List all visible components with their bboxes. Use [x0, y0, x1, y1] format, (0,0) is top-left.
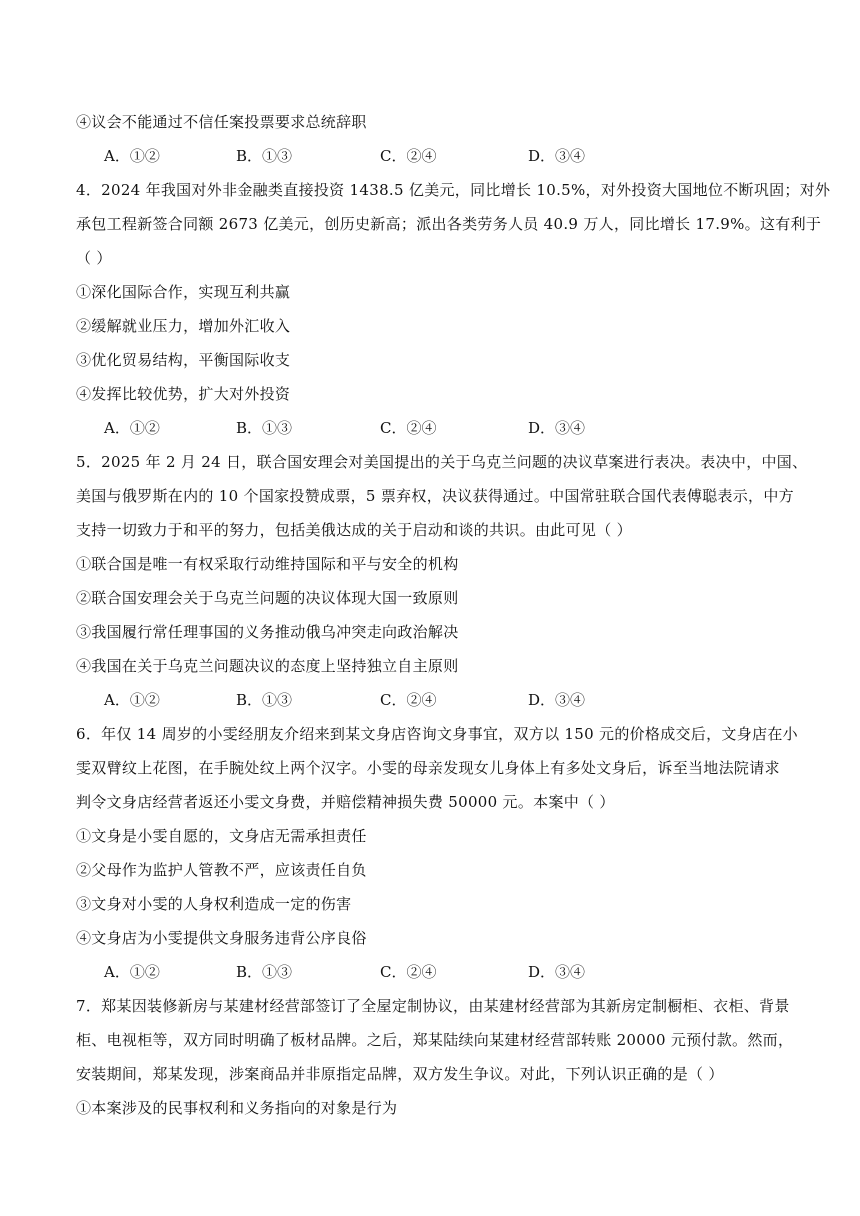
q4-option-d[interactable]: D．③④: [528, 419, 586, 437]
q4-option-c[interactable]: C．②④: [380, 419, 437, 437]
q6-item-2: ②父母作为监护人管教不严，应该责任自负: [76, 861, 367, 879]
q4-stem-line: （ ）: [76, 249, 112, 267]
q5-item-3: ③我国履行常任理事国的义务推动俄乌冲突走向政治解决: [76, 623, 459, 641]
q4-item-2: ②缓解就业压力，增加外汇收入: [76, 317, 291, 335]
q5-option-b[interactable]: B．①③: [236, 691, 293, 709]
q7-item-1: ①本案涉及的民事权利和义务指向的对象是行为: [76, 1099, 398, 1117]
q7-stem-line: 安装期间，郑某发现，涉案商品并非原指定品牌，双方发生争议。对此，下列认识正确的是（ ）: [76, 1065, 724, 1083]
q4-option-b[interactable]: B．①③: [236, 419, 293, 437]
q6-item-4: ④文身店为小雯提供文身服务违背公序良俗: [76, 929, 367, 947]
q5-item-2: ②联合国安理会关于乌克兰问题的决议体现大国一致原则: [76, 589, 459, 607]
q6-option-a[interactable]: A．①②: [104, 963, 160, 981]
q6-option-d[interactable]: D．③④: [528, 963, 586, 981]
q6-stem-line: 6．年仅 14 周岁的小雯经朋友介绍来到某文身店咨询文身事宜，双方以 150 元的价格成交后，文身店在小: [76, 725, 798, 743]
q5-item-4: ④我国在关于乌克兰问题决议的态度上坚持独立自主原则: [76, 657, 459, 675]
q3-item-4: ④议会不能通过不信任案投票要求总统辞职: [76, 113, 367, 131]
q5-option-a[interactable]: A．①②: [104, 691, 160, 709]
q4-item-3: ③优化贸易结构，平衡国际收支: [76, 351, 291, 369]
q6-option-c[interactable]: C．②④: [380, 963, 437, 981]
q6-item-1: ①文身是小雯自愿的，文身店无需承担责任: [76, 827, 367, 845]
q4-item-4: ④发挥比较优势，扩大对外投资: [76, 385, 291, 403]
q5-stem-line: 5．2025 年 2 月 24 日，联合国安理会对美国提出的关于乌克兰问题的决议草案进行表决。表决中，中国、: [76, 453, 808, 471]
q5-stem-line: 美国与俄罗斯在内的 10 个国家投赞成票，5 票弃权，决议获得通过。中国常驻联合国代表傅聪表示，中方: [76, 487, 794, 505]
q6-option-b[interactable]: B．①③: [236, 963, 293, 981]
q6-item-3: ③文身对小雯的人身权利造成一定的伤害: [76, 895, 352, 913]
q5-option-d[interactable]: D．③④: [528, 691, 586, 709]
q4-stem-line: 4．2024 年我国对外非金融类直接投资 1438.5 亿美元，同比增长 10.5%，对外投资大国地位不断巩固；对外: [76, 181, 831, 199]
q7-stem-line: 柜、电视柜等，双方同时明确了板材品牌。之后，郑某陆续向某建材经营部转账 20000 元预付款。然而，: [76, 1031, 794, 1049]
q7-stem-line: 7．郑某因装修新房与某建材经营部签订了全屋定制协议，由某建材经营部为其新房定制橱柜、衣柜、背景: [76, 997, 790, 1015]
q4-stem-line: 承包工程新签合同额 2673 亿美元，创历史新高；派出各类劳务人员 40.9 万人，同比增长 17.9%。这有利于: [76, 215, 822, 233]
q3-option-b[interactable]: B．①③: [236, 147, 293, 165]
q4-item-1: ①深化国际合作，实现互利共赢: [76, 283, 291, 301]
q6-stem-line: 判令文身店经营者返还小雯文身费，并赔偿精神损失费 50000 元。本案中（ ）: [76, 793, 615, 811]
q3-option-a[interactable]: A．①②: [104, 147, 160, 165]
q4-option-a[interactable]: A．①②: [104, 419, 160, 437]
q5-item-1: ①联合国是唯一有权采取行动维持国际和平与安全的机构: [76, 555, 459, 573]
q3-option-d[interactable]: D．③④: [528, 147, 586, 165]
q6-stem-line: 雯双臂纹上花图，在手腕处纹上两个汉字。小雯的母亲发现女儿身体上有多处文身后，诉至当地法院请求: [76, 759, 780, 777]
q5-stem-line: 支持一切致力于和平的努力，包括美俄达成的关于启动和谈的共识。由此可见（ ）: [76, 521, 632, 539]
q3-option-c[interactable]: C．②④: [380, 147, 437, 165]
q5-option-c[interactable]: C．②④: [380, 691, 437, 709]
